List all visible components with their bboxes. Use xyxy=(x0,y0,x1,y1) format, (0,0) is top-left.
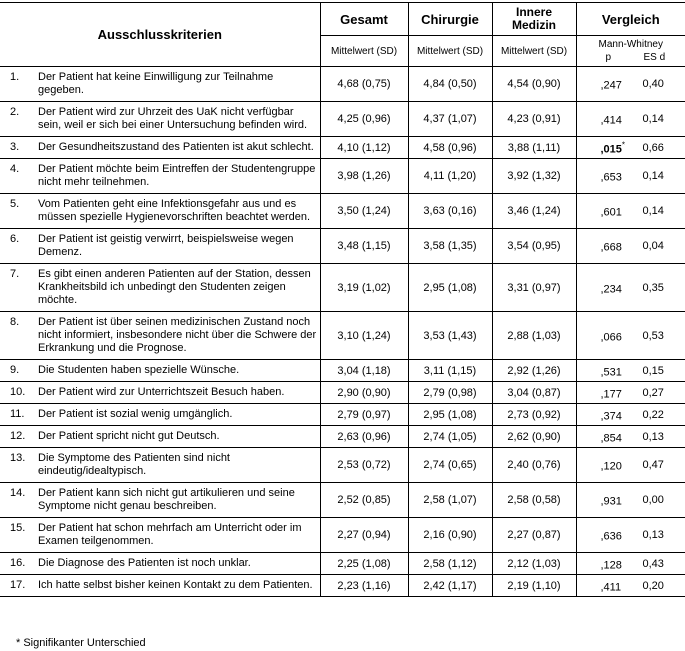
criterion-cell xyxy=(0,448,320,483)
header-innere-line2: Medizin xyxy=(512,18,556,32)
gesamt-value: 3,10 (1,24) xyxy=(320,312,408,360)
criterion-number: 13. xyxy=(10,452,26,464)
gesamt-value: 2,25 (1,08) xyxy=(320,553,408,575)
vergleich-cell xyxy=(576,159,685,194)
gesamt-value: 3,19 (1,02) xyxy=(320,264,408,312)
vergleich-cell xyxy=(576,575,685,597)
criterion-cell xyxy=(0,518,320,553)
table-row xyxy=(0,518,685,553)
p-value xyxy=(601,239,622,254)
table-row xyxy=(0,553,685,575)
subheader-p: p xyxy=(605,52,612,63)
results-table xyxy=(0,2,685,597)
p-value xyxy=(601,458,622,473)
effect-size: 0,47 xyxy=(642,459,664,471)
chirurgie-value: 2,95 (1,08) xyxy=(408,404,492,426)
gesamt-value: 3,50 (1,24) xyxy=(320,194,408,229)
criterion-cell xyxy=(0,137,320,159)
chirurgie-value: 2,95 (1,08) xyxy=(408,264,492,312)
gesamt-value: 2,23 (1,16) xyxy=(320,575,408,597)
p-value xyxy=(601,140,626,155)
gesamt-value: 3,98 (1,26) xyxy=(320,159,408,194)
vergleich-cell xyxy=(576,264,685,312)
criterion-number: 15. xyxy=(10,522,26,534)
p-value-text: ,411 xyxy=(600,580,622,593)
gesamt-value: 3,48 (1,15) xyxy=(320,229,408,264)
criterion-cell xyxy=(0,194,320,229)
criterion-number: 7. xyxy=(10,268,20,280)
table-row xyxy=(0,426,685,448)
gesamt-value: 2,53 (0,72) xyxy=(320,448,408,483)
footnote: * Signifikanter Unterschied xyxy=(16,637,146,649)
table-row xyxy=(0,575,685,597)
innere-value: 2,88 (1,03) xyxy=(492,312,576,360)
vergleich-cell xyxy=(576,360,685,382)
chirurgie-value: 2,16 (0,90) xyxy=(408,518,492,553)
gesamt-value: 2,90 (0,90) xyxy=(320,382,408,404)
p-value-text: ,015 xyxy=(600,142,622,155)
p-value xyxy=(601,280,622,295)
innere-value: 2,92 (1,26) xyxy=(492,360,576,382)
p-value-text: ,531 xyxy=(600,365,622,378)
vergleich-cell xyxy=(576,312,685,360)
p-value xyxy=(601,429,622,444)
header-criteria: Ausschlusskriterien xyxy=(0,3,320,67)
effect-size: 0,13 xyxy=(642,529,664,541)
p-value-text: ,931 xyxy=(600,495,622,508)
header-gesamt: Gesamt xyxy=(320,3,408,36)
p-value xyxy=(601,493,622,508)
vergleich-cell xyxy=(576,448,685,483)
p-value xyxy=(601,169,622,184)
criterion-text: Der Patient ist sozial wenig umgänglich. xyxy=(38,408,233,420)
p-value xyxy=(601,578,622,593)
criterion-text: Die Studenten haben spezielle Wünsche. xyxy=(38,364,240,376)
gesamt-value: 2,79 (0,97) xyxy=(320,404,408,426)
chirurgie-value: 2,74 (1,05) xyxy=(408,426,492,448)
header-vergleich: Vergleich xyxy=(576,3,685,36)
table-row xyxy=(0,67,685,102)
criterion-cell xyxy=(0,575,320,597)
chirurgie-value: 2,58 (1,12) xyxy=(408,553,492,575)
p-value xyxy=(601,77,622,92)
effect-size: 0,22 xyxy=(642,408,664,421)
table-row xyxy=(0,448,685,483)
vergleich-cell xyxy=(576,67,685,102)
effect-size: 0,43 xyxy=(642,557,664,570)
header-innere-line1: Innere xyxy=(515,5,552,19)
innere-value: 2,58 (0,58) xyxy=(492,483,576,518)
criterion-number: 8. xyxy=(10,316,20,328)
innere-value: 2,40 (0,76) xyxy=(492,448,576,483)
p-value-text: ,120 xyxy=(600,460,622,473)
header-innere-medizin xyxy=(492,3,576,36)
criterion-text: Die Diagnose des Patienten ist noch unklar. xyxy=(38,557,251,569)
criterion-text: Die Symptome des Patienten sind nicht eindeutig/idealtypisch. xyxy=(38,452,230,477)
chirurgie-value: 2,42 (1,17) xyxy=(408,575,492,597)
p-value xyxy=(601,328,622,343)
criterion-number: 16. xyxy=(10,557,26,569)
subheader-chirurgie-mean-sd: Mittelwert (SD) xyxy=(408,36,492,67)
significance-marker: * xyxy=(621,140,626,150)
chirurgie-value: 4,84 (0,50) xyxy=(408,67,492,102)
criterion-cell xyxy=(0,264,320,312)
criterion-cell xyxy=(0,483,320,518)
innere-value: 2,19 (1,10) xyxy=(492,575,576,597)
gesamt-value: 3,04 (1,18) xyxy=(320,360,408,382)
table-body xyxy=(0,67,685,597)
subheader-mann-whitney: Mann-Whitney xyxy=(598,39,663,50)
table-row xyxy=(0,483,685,518)
criterion-text: Ich hatte selbst bisher keinen Kontakt zu dem Patienten. xyxy=(38,579,313,591)
criterion-text: Der Patient wird zur Unterrichtszeit Besuch haben. xyxy=(38,386,285,398)
innere-value: 3,46 (1,24) xyxy=(492,194,576,229)
vergleich-cell xyxy=(576,382,685,404)
chirurgie-value: 2,58 (1,07) xyxy=(408,483,492,518)
innere-value: 3,04 (0,87) xyxy=(492,382,576,404)
effect-size: 0,14 xyxy=(642,170,664,182)
gesamt-value: 2,63 (0,96) xyxy=(320,426,408,448)
innere-value: 4,54 (0,90) xyxy=(492,67,576,102)
criterion-text: Der Patient hat keine Einwilligung zur Teilnahme gegeben. xyxy=(38,71,274,96)
p-value xyxy=(601,528,622,543)
chirurgie-value: 3,63 (0,16) xyxy=(408,194,492,229)
p-value xyxy=(601,363,622,378)
gesamt-value: 4,68 (0,75) xyxy=(320,67,408,102)
criterion-number: 12. xyxy=(10,430,26,442)
header-chirurgie: Chirurgie xyxy=(408,3,492,36)
table-row xyxy=(0,229,685,264)
p-value xyxy=(601,204,622,219)
gesamt-value: 2,52 (0,85) xyxy=(320,483,408,518)
criterion-cell xyxy=(0,426,320,448)
criterion-number: 5. xyxy=(10,198,20,210)
table-row xyxy=(0,360,685,382)
table-row xyxy=(0,264,685,312)
criterion-number: 10. xyxy=(10,386,26,398)
criterion-cell xyxy=(0,102,320,137)
innere-value: 2,12 (1,03) xyxy=(492,553,576,575)
innere-value: 3,88 (1,11) xyxy=(492,137,576,159)
subheader-innere-mean-sd: Mittelwert (SD) xyxy=(492,36,576,67)
criterion-cell xyxy=(0,312,320,360)
innere-value: 4,23 (0,91) xyxy=(492,102,576,137)
vergleich-cell xyxy=(576,404,685,426)
p-value-text: ,854 xyxy=(600,431,622,444)
chirurgie-value: 4,58 (0,96) xyxy=(408,137,492,159)
effect-size: 0,27 xyxy=(642,386,664,399)
innere-value: 2,73 (0,92) xyxy=(492,404,576,426)
criterion-number: 9. xyxy=(10,364,20,376)
gesamt-value: 2,27 (0,94) xyxy=(320,518,408,553)
chirurgie-value: 2,79 (0,98) xyxy=(408,382,492,404)
effect-size: 0,14 xyxy=(642,113,664,125)
p-value-text: ,066 xyxy=(600,330,622,343)
table-row xyxy=(0,194,685,229)
gesamt-value: 4,25 (0,96) xyxy=(320,102,408,137)
subheader-es-d: ES d xyxy=(643,52,666,63)
criterion-text: Es gibt einen anderen Patienten auf der Station, dessen Krankheitsbild ich unbedingt den Studenten zeigen möchte. xyxy=(38,268,311,306)
innere-value: 2,27 (0,87) xyxy=(492,518,576,553)
criterion-text: Der Patient spricht nicht gut Deutsch. xyxy=(38,430,220,442)
vergleich-cell xyxy=(576,518,685,553)
p-value-text: ,636 xyxy=(600,530,622,543)
innere-value: 3,54 (0,95) xyxy=(492,229,576,264)
criterion-text: Der Patient kann sich nicht gut artikulieren und seine Symptome nicht genau beschreiben. xyxy=(38,487,295,512)
vergleich-cell xyxy=(576,553,685,575)
criterion-number: 2. xyxy=(10,106,20,118)
criterion-number: 11. xyxy=(10,408,25,420)
criterion-cell xyxy=(0,229,320,264)
criterion-cell xyxy=(0,382,320,404)
p-value-text: ,177 xyxy=(600,387,622,400)
effect-size: 0,20 xyxy=(642,579,664,592)
p-value-text: ,247 xyxy=(600,79,622,92)
vergleich-cell xyxy=(576,483,685,518)
chirurgie-value: 3,53 (1,43) xyxy=(408,312,492,360)
criterion-text: Der Patient wird zur Uhrzeit des UaK nicht verfügbar sein, weil er sich bei einer Untersuchung befinden wird. xyxy=(38,106,308,131)
p-value xyxy=(601,407,622,422)
effect-size: 0,66 xyxy=(642,141,664,154)
p-value-text: ,234 xyxy=(600,282,622,295)
effect-size: 0,13 xyxy=(642,430,664,443)
criterion-number: 17. xyxy=(10,579,26,591)
p-value-text: ,414 xyxy=(600,114,622,127)
p-value xyxy=(601,556,622,571)
p-value xyxy=(601,385,622,400)
table-row xyxy=(0,102,685,137)
criterion-cell xyxy=(0,404,320,426)
table-row xyxy=(0,404,685,426)
criterion-text: Der Patient ist geistig verwirrt, beispielsweise wegen Demenz. xyxy=(38,233,294,258)
vergleich-cell xyxy=(576,137,685,159)
criterion-text: Der Patient möchte beim Eintreffen der Studentengruppe nicht mehr teilnehmen. xyxy=(38,163,316,188)
effect-size: 0,04 xyxy=(642,240,664,252)
gesamt-value: 4,10 (1,12) xyxy=(320,137,408,159)
p-value-text: ,374 xyxy=(600,409,622,422)
table-row xyxy=(0,137,685,159)
table-row xyxy=(0,159,685,194)
chirurgie-value: 4,11 (1,20) xyxy=(408,159,492,194)
vergleich-cell xyxy=(576,194,685,229)
criterion-number: 4. xyxy=(10,163,20,175)
criterion-text: Der Patient hat schon mehrfach am Unterricht oder im Examen teilgenommen. xyxy=(38,522,302,547)
criterion-number: 3. xyxy=(10,141,20,153)
p-value-text: ,128 xyxy=(600,558,622,571)
vergleich-cell xyxy=(576,229,685,264)
p-value xyxy=(601,112,622,127)
innere-value: 3,92 (1,32) xyxy=(492,159,576,194)
p-value-text: ,668 xyxy=(600,241,622,254)
innere-value: 2,62 (0,90) xyxy=(492,426,576,448)
criterion-text: Der Gesundheitszustand des Patienten ist akut schlecht. xyxy=(38,141,314,153)
effect-size: 0,40 xyxy=(642,78,664,90)
criterion-cell xyxy=(0,159,320,194)
vergleich-cell xyxy=(576,426,685,448)
chirurgie-value: 3,11 (1,15) xyxy=(408,360,492,382)
criterion-text: Der Patient ist über seinen medizinischen Zustand noch nicht informiert, insbesondere nicht über die Schwere der Erkrankung und die Prognose. xyxy=(38,316,317,354)
p-value-text: ,601 xyxy=(600,206,622,219)
vergleich-cell xyxy=(576,102,685,137)
effect-size: 0,53 xyxy=(642,329,664,342)
criterion-number: 1. xyxy=(10,71,20,83)
chirurgie-value: 4,37 (1,07) xyxy=(408,102,492,137)
chirurgie-value: 3,58 (1,35) xyxy=(408,229,492,264)
criterion-text: Vom Patienten geht eine Infektionsgefahr aus und es müssen spezielle Hygienevorschriften beachtet werden. xyxy=(38,198,311,223)
criterion-cell xyxy=(0,67,320,102)
effect-size: 0,15 xyxy=(642,364,664,377)
effect-size: 0,00 xyxy=(642,494,664,506)
criterion-cell xyxy=(0,553,320,575)
table-row xyxy=(0,312,685,360)
criterion-number: 14. xyxy=(10,487,26,499)
innere-value: 3,31 (0,97) xyxy=(492,264,576,312)
subheader-vergleich xyxy=(576,36,685,67)
p-value-text: ,653 xyxy=(600,171,622,184)
criterion-cell xyxy=(0,360,320,382)
criterion-number: 6. xyxy=(10,233,20,245)
chirurgie-value: 2,74 (0,65) xyxy=(408,448,492,483)
effect-size: 0,35 xyxy=(642,281,664,294)
table-row xyxy=(0,382,685,404)
effect-size: 0,14 xyxy=(642,205,664,217)
subheader-gesamt-mean-sd: Mittelwert (SD) xyxy=(320,36,408,67)
